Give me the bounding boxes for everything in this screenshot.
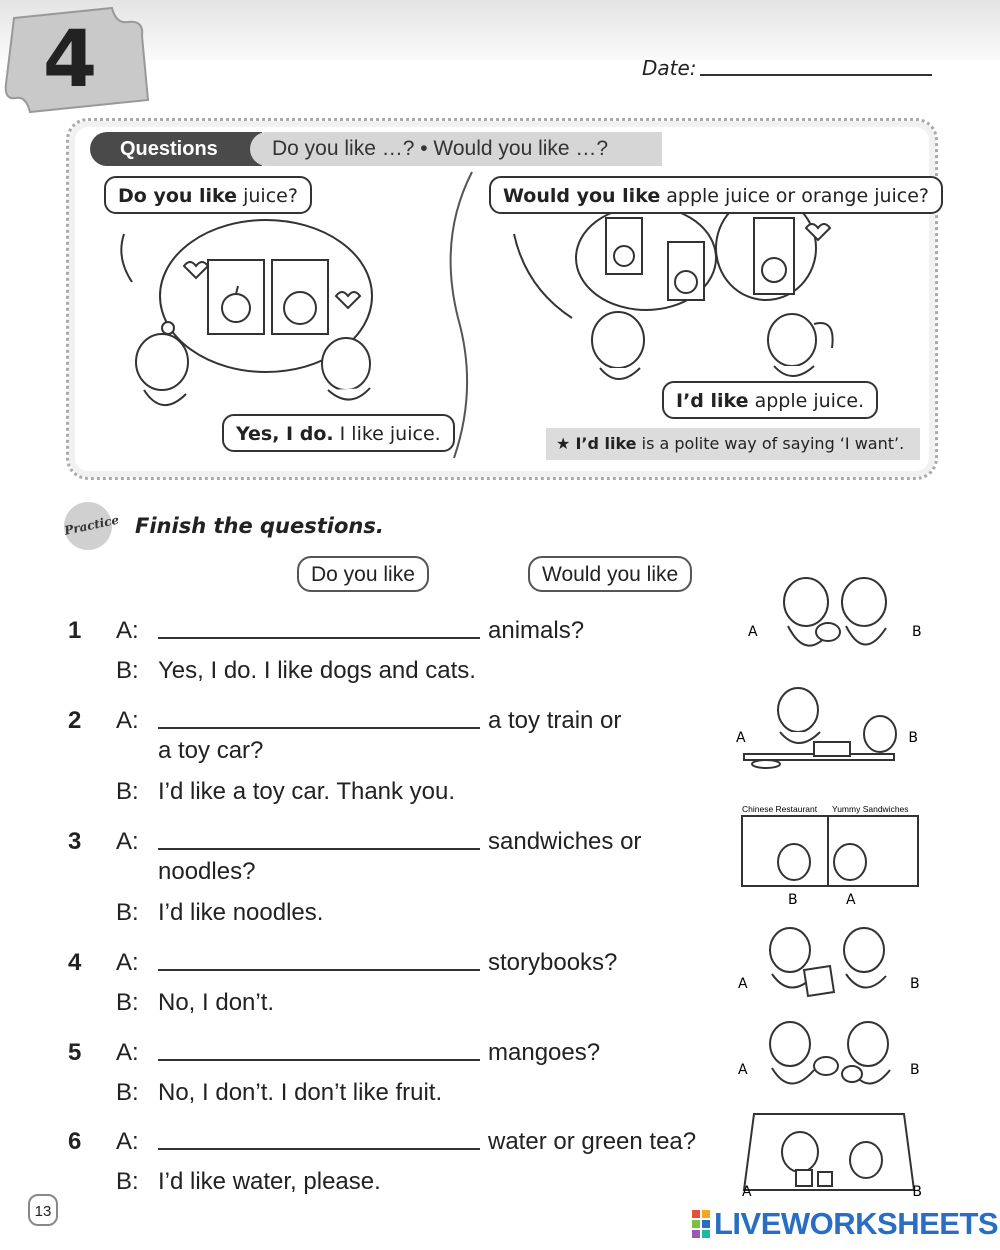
speaker-a-label: A: <box>116 1128 139 1155</box>
answer-text: No, I don’t. I don’t like fruit. <box>158 1079 443 1106</box>
page-number: 13 <box>28 1194 58 1226</box>
picture-5-mangoes <box>734 1016 920 1106</box>
star-icon: ★ <box>556 434 571 453</box>
answer-blank-5[interactable] <box>158 1059 480 1061</box>
answer-text: Yes, I do. I like dogs and cats. <box>158 657 476 684</box>
shop-sign-chinese: Chinese Restaurant <box>742 804 818 814</box>
item-number: 1 <box>68 617 82 644</box>
picture-2-birthday-party <box>730 684 916 776</box>
label-a: A <box>748 624 758 640</box>
label-b: B <box>912 624 922 640</box>
picture-1-kids-with-pets <box>740 572 926 664</box>
grammar-illustration <box>66 118 932 474</box>
speech-bubble-question-2 <box>489 176 943 214</box>
label-a: A <box>846 892 856 908</box>
practice-badge: Practice <box>60 498 117 555</box>
answer-text: I’d like water, please. <box>158 1168 381 1195</box>
question-end: mangoes? <box>488 1039 601 1066</box>
question-end: a toy train or <box>488 707 622 734</box>
speaker-a-label: A: <box>116 949 139 976</box>
girl-icon <box>136 334 188 405</box>
picture-4-storybooks <box>734 920 920 1012</box>
question-continuation: a toy car? <box>158 737 264 764</box>
answer-blank-4[interactable] <box>158 969 480 971</box>
question-rest: juice? <box>237 185 298 207</box>
answer-rest: I like juice. <box>333 423 441 445</box>
answer-blank-1[interactable] <box>158 637 480 639</box>
item-number: 3 <box>68 828 82 855</box>
question-patterns: Do you like …? • Would you like …? <box>250 132 662 166</box>
item-number: 5 <box>68 1039 82 1066</box>
answer-blank-2[interactable] <box>158 727 480 729</box>
item-number: 4 <box>68 949 82 976</box>
speech-bubble-answer-1 <box>222 414 455 452</box>
answer-blank-3[interactable] <box>158 848 480 850</box>
speaker-b-label: B: <box>116 1168 139 1195</box>
shop-sign-sandwiches: Yummy Sandwiches <box>832 804 909 814</box>
boy-icon <box>322 338 370 400</box>
apple-juice-box-icon <box>606 218 642 274</box>
liveworksheets-logo-icon <box>692 1210 710 1238</box>
answer-rest: apple juice. <box>748 390 865 412</box>
note-bold: I’d like <box>575 434 637 453</box>
answer-blank-6[interactable] <box>158 1148 480 1150</box>
answer-text: I’d like a toy car. Thank you. <box>158 778 456 805</box>
speaker-a-label: A: <box>116 828 139 855</box>
girl-icon <box>768 314 833 376</box>
item-number: 2 <box>68 707 82 734</box>
speaker-a-label: A: <box>116 707 139 734</box>
speech-bubble-answer-2 <box>662 381 878 419</box>
label-b: B <box>910 1062 920 1078</box>
question-end: storybooks? <box>488 949 618 976</box>
option-chip-would-you-like: Would you like <box>528 556 692 592</box>
question-bold: Do you like <box>118 185 238 207</box>
watermark: LIVEWORKSHEETS <box>714 1206 999 1241</box>
speaker-a-label: A: <box>116 617 139 644</box>
question-end: sandwiches or <box>488 828 642 855</box>
question-rest: apple juice or orange juice? <box>660 185 930 207</box>
label-b: B <box>910 976 920 992</box>
label-a: A <box>742 1184 752 1200</box>
answer-text: No, I don’t. <box>158 989 275 1016</box>
speaker-b-label: B: <box>116 899 139 926</box>
label-a: A <box>738 1062 748 1078</box>
orange-juice-box-icon <box>668 242 704 300</box>
question-end: animals? <box>488 617 585 644</box>
answer-bold: I’d like <box>676 390 749 412</box>
apple-juice-box-icon <box>208 260 264 334</box>
label-b: B <box>788 892 798 908</box>
speaker-b-label: B: <box>116 989 139 1016</box>
answer-bold: Yes, I do. <box>236 423 334 445</box>
instructions: Finish the questions. <box>135 514 384 538</box>
orange-juice-box-icon <box>272 260 328 334</box>
speaker-b-label: B: <box>116 778 139 805</box>
option-chip-do-you-like: Do you like <box>297 556 429 592</box>
apple-juice-box-icon <box>754 218 794 294</box>
speech-bubble-question-1 <box>104 176 312 214</box>
polite-note <box>546 428 920 460</box>
item-number: 6 <box>68 1128 82 1155</box>
answer-text: I’d like noodles. <box>158 899 324 926</box>
boy-icon <box>592 312 644 379</box>
label-b: B <box>908 730 918 746</box>
picture-6-drinks <box>734 1110 920 1202</box>
questions-tab: Questions <box>90 132 262 166</box>
label-a: A <box>736 730 746 746</box>
date-input-line[interactable] <box>700 74 932 76</box>
date-label: Date: <box>642 56 697 80</box>
picture-3-restaurants <box>738 800 924 910</box>
label-a: A <box>738 976 748 992</box>
question-bold: Would you like <box>503 185 661 207</box>
question-end: water or green tea? <box>488 1128 697 1155</box>
unit-number: 4 <box>42 15 98 105</box>
speaker-b-label: B: <box>116 657 139 684</box>
question-continuation: noodles? <box>158 858 256 885</box>
speaker-a-label: A: <box>116 1039 139 1066</box>
speaker-b-label: B: <box>116 1079 139 1106</box>
note-rest: is a polite way of saying ‘I want’. <box>636 434 905 453</box>
label-b: B <box>912 1184 922 1200</box>
